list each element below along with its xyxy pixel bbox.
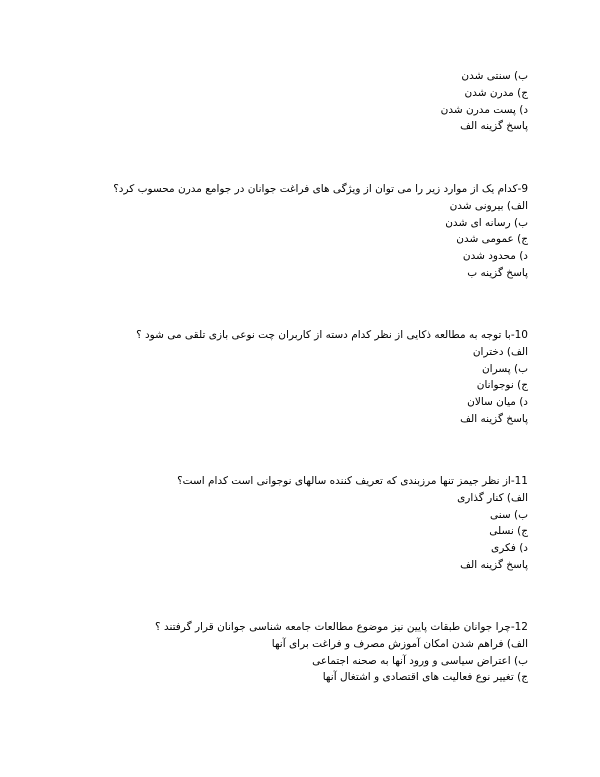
question-10 [136, 327, 528, 428]
option-d: د) میان سالان [467, 396, 528, 409]
option-d: د) فکری [491, 542, 528, 555]
option-c: ج) تغییر نوع فعالیت های اقتصادی و اشتغال آنها [322, 671, 528, 684]
answer-line: پاسخ گزینه ب [467, 266, 528, 279]
option-b: ب) پسران [481, 362, 528, 375]
option-a: الف) فراهم شدن امکان آموزش مصرف و فراغت برای آنها [271, 637, 528, 650]
answer-line: پاسخ گزینه الف [460, 412, 528, 425]
option-a: الف) کنار گذاری [457, 491, 528, 504]
option-b: ب) سنی [489, 508, 528, 521]
option-d: د) پست مدرن شدن [440, 103, 528, 116]
question-text: 11-از نظر جیمز تنها مرزبندی که تعریف کننده سالهای نوجوانی است کدام است؟ [177, 475, 528, 487]
option-b: ب) اعتراض سیاسی و ورود آنها به صحنه اجتماعی [312, 654, 528, 667]
question-9 [113, 181, 528, 282]
question-text: 9-کدام یک از موارد زیر را می توان از ویژگی های فراغت جوانان در جوامع مدرن محسوب کرد؟ [113, 183, 528, 195]
option-c: ج) عمومی شدن [456, 233, 528, 246]
answer-line: پاسخ گزینه الف [460, 558, 528, 571]
option-d: د) محدود شدن [462, 250, 528, 263]
option-c: ج) مدرن شدن [464, 86, 528, 99]
option-a: الف) بیرونی شدن [449, 199, 528, 212]
question-11 [168, 473, 528, 574]
question-8-tail [168, 68, 528, 135]
question-text: 12-چرا جوانان طبقات پایین نیز موضوع مطالعات جامعه شناسی جوانان قرار گرفتند ؟ [155, 621, 528, 633]
option-a: الف) دختران [472, 345, 528, 358]
option-c: ج) نسلی [489, 525, 528, 538]
option-b: ب) رسانه ای شدن [445, 216, 528, 229]
question-12 [155, 619, 528, 686]
question-text: 10-با توجه به مطالعه ذکایی از نظر کدام دسته از کاربران چت نوعی بازی تلقی می شود ؟ [136, 329, 528, 341]
answer-line: پاسخ گزینه الف [460, 120, 528, 133]
option-b: ب) سنتی شدن [461, 70, 528, 82]
option-c: ج) نوجوانان [476, 379, 528, 392]
